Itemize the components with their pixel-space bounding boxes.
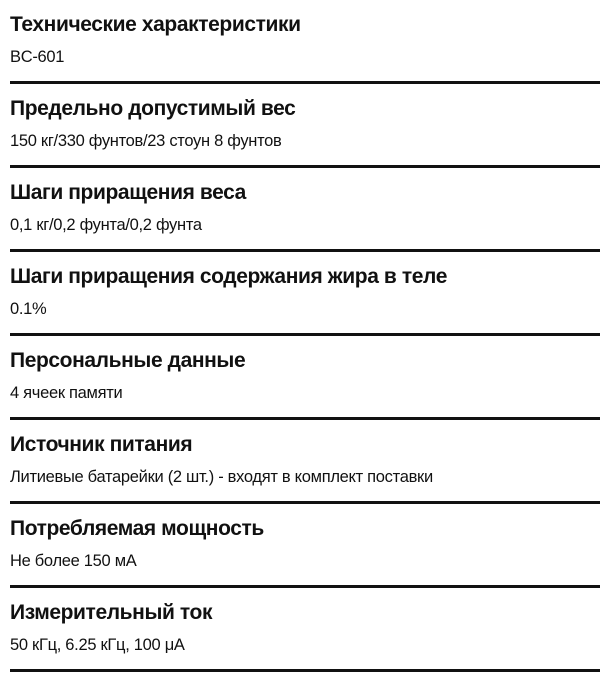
spec-value: 150 кг/330 фунтов/23 стоун 8 фунтов <box>10 132 282 150</box>
divider <box>10 165 600 168</box>
spec-row-model <box>10 10 603 94</box>
spec-label: Шаги приращения содержания жира в теле <box>10 265 447 288</box>
spec-value: 4 ячеек памяти <box>10 384 123 402</box>
divider <box>10 585 600 588</box>
divider <box>10 81 600 84</box>
spec-label: Технические характеристики <box>10 13 301 36</box>
spec-row-measuring-current <box>10 598 603 682</box>
spec-label: Персональные данные <box>10 349 246 372</box>
spec-label: Предельно допустимый вес <box>10 97 296 120</box>
spec-value: Литиевые батарейки (2 шт.) - входят в комплект поставки <box>10 468 433 486</box>
spec-row-fat-increment <box>10 262 603 346</box>
spec-label: Источник питания <box>10 433 193 456</box>
spec-value: BC-601 <box>10 48 65 66</box>
spec-value: 50 кГц, 6.25 кГц, 100 μA <box>10 636 185 654</box>
divider <box>10 249 600 252</box>
spec-label: Шаги приращения веса <box>10 181 246 204</box>
divider <box>10 501 600 504</box>
spec-value: 0,1 кг/0,2 фунта/0,2 фунта <box>10 216 202 234</box>
divider <box>10 333 600 336</box>
spec-row-max-weight <box>10 94 603 178</box>
divider <box>10 417 600 420</box>
spec-value: Не более 150 мА <box>10 552 137 570</box>
divider <box>10 669 600 672</box>
spec-row-power-source <box>10 430 603 514</box>
spec-value: 0.1% <box>10 300 47 318</box>
spec-row-power-consumption <box>10 514 603 598</box>
spec-label: Измерительный ток <box>10 601 213 624</box>
spec-label: Потребляемая мощность <box>10 517 264 540</box>
spec-row-personal-data <box>10 346 603 430</box>
spec-row-weight-increment <box>10 178 603 262</box>
